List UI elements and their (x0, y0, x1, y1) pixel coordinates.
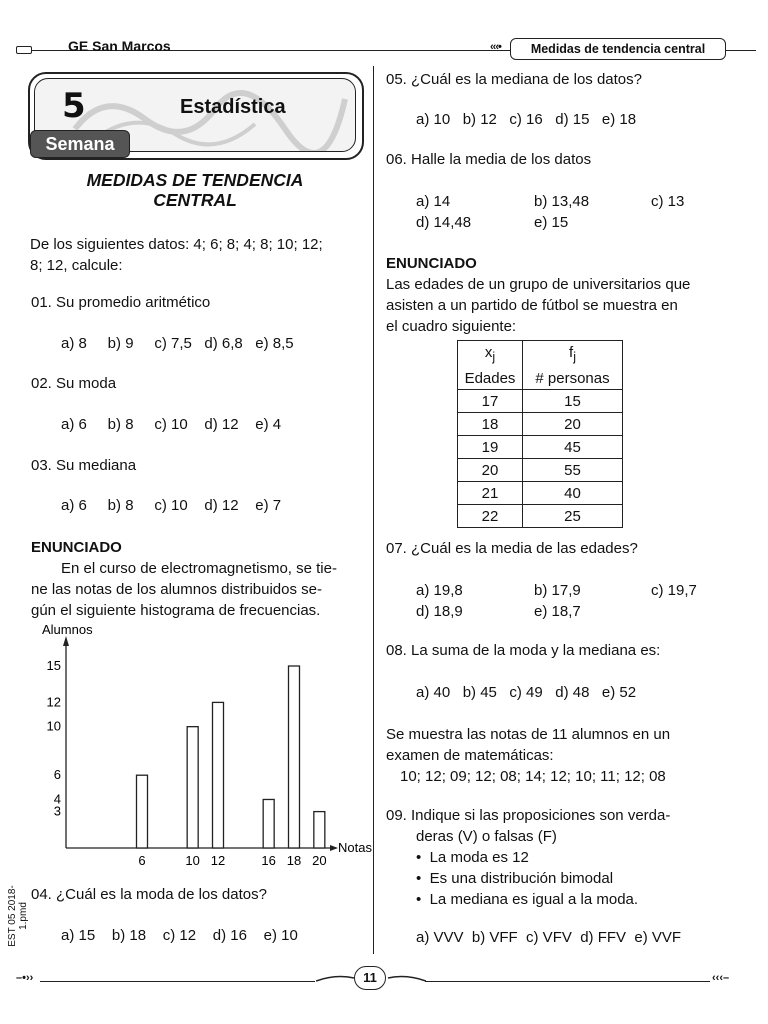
enunciado-line: gún el siguiente histograma de frecuencias. (31, 602, 321, 619)
question-05-options: a) 10 b) 12 c) 16 d) 15 e) 18 (416, 111, 637, 128)
table-header-cell (458, 341, 523, 368)
question-02: 02. Su moda (31, 375, 117, 392)
enunciado-line: En el curso de electromagnetismo, se tie- (61, 560, 337, 577)
enunciado-1-text (31, 558, 361, 621)
question-04: 04. ¿Cuál es la moda de los datos? (31, 886, 267, 903)
notas-text (386, 724, 726, 787)
table-cell: 17 (458, 390, 523, 413)
histogram-bar (187, 727, 198, 848)
notas-line: Se muestra las notas de 11 alumnos en un (386, 726, 671, 743)
x-tick-label: 12 (210, 853, 226, 868)
enunciado-line: el cuadro siguiente: (386, 318, 517, 335)
notas-line: examen de matemáticas: (386, 747, 554, 764)
table-cell: 55 (523, 459, 623, 482)
question-07: 07. ¿Cuál es la media de las edades? (386, 540, 638, 557)
enunciado-2-text (386, 274, 726, 337)
table-cell: 45 (523, 436, 623, 459)
histogram-bar (137, 775, 148, 848)
header-section-title: Medidas de tendencia central (510, 38, 726, 60)
intro-text (30, 234, 323, 276)
chapter-banner (28, 72, 364, 158)
y-tick-label: 15 (46, 658, 61, 673)
question-07-option-c: c) 19,7 (651, 582, 697, 599)
header-left-title: GE San Marcos (68, 38, 171, 54)
footer-rule-left (40, 981, 315, 982)
question-06-option-d: d) 14,48 (416, 214, 472, 231)
y-axis-arrow-icon (63, 636, 69, 646)
question-06: 06. Halle la media de los datos (386, 151, 592, 168)
question-06-option-b: b) 13,48 (534, 193, 590, 210)
bullet-text: Es una distribución bimodal (429, 870, 614, 887)
question-07-option-d: d) 18,9 (416, 603, 463, 620)
page-number: 11 (354, 966, 386, 990)
y-axis-label: Alumnos (42, 622, 93, 637)
header-arrows-decoration: ‹‹‹• (490, 41, 501, 53)
table-row (458, 482, 623, 505)
table-header-row (458, 341, 623, 368)
bullet-text: La mediana es igual a la moda. (429, 891, 639, 908)
histogram-bar (263, 799, 274, 848)
histogram-bar (289, 666, 300, 848)
table-cell: 18 (458, 413, 523, 436)
x-axis-arrow-icon (330, 845, 338, 851)
question-07-option-e: e) 18,7 (534, 603, 581, 620)
xj-var: x (484, 344, 493, 361)
table-row (458, 413, 623, 436)
table-cell: 21 (458, 482, 523, 505)
x-tick-label: 20 (312, 853, 327, 868)
question-03-options: a) 6 b) 8 c) 10 d) 12 e) 7 (61, 497, 282, 514)
week-label: Semana (30, 130, 130, 158)
y-tick-label: 12 (46, 694, 61, 710)
bullet-item (386, 847, 726, 868)
y-tick-label: 4 (53, 791, 61, 807)
x-tick-label: 6 (138, 853, 146, 868)
enunciado-line: asisten a un partido de fútbol se muestra en (386, 297, 678, 314)
histogram-bar (213, 702, 224, 848)
footer-arrows-left-decoration: –•›› (16, 972, 34, 984)
xj-sub: j (492, 350, 496, 364)
table-cell: 20 (523, 413, 623, 436)
question-08: 08. La suma de la moda y la mediana es: (386, 642, 661, 659)
table-cell: 20 (458, 459, 523, 482)
table-cell: 22 (458, 505, 523, 528)
table-cell: 40 (523, 482, 623, 505)
question-09 (386, 805, 726, 910)
bullet-text: La moda es 12 (429, 849, 529, 866)
table-row (458, 436, 623, 459)
table-header-cell: # personas (523, 367, 623, 390)
table-cell: 15 (523, 390, 623, 413)
footer-arrows-right-decoration: ‹‹‹– (712, 972, 730, 984)
table-header-row (458, 367, 623, 390)
question-07-option-b: b) 17,9 (534, 582, 581, 599)
bullet-item (386, 868, 726, 889)
notas-line: 10; 12; 09; 12; 08; 14; 12; 10; 11; 12; 08 (400, 768, 666, 785)
question-07-option-a: a) 19,8 (416, 582, 463, 599)
fj-var: f (569, 344, 574, 361)
histogram-chart (30, 618, 375, 870)
question-06-option-c: c) 13 (651, 193, 685, 210)
table-cell: 19 (458, 436, 523, 459)
intro-line: De los siguientes datos: 4; 6; 8; 4; 8; 10; 12; (30, 236, 323, 253)
table-row (458, 390, 623, 413)
enunciado-line: Las edades de un grupo de universitarios que (386, 276, 691, 293)
fj-sub: j (573, 350, 576, 364)
question-08-options: a) 40 b) 45 c) 49 d) 48 e) 52 (416, 684, 637, 701)
table-row (458, 459, 623, 482)
question-01-options: a) 8 b) 9 c) 7,5 d) 6,8 e) 8,5 (61, 335, 294, 352)
x-axis-label: Notas (338, 840, 372, 855)
frequency-table (457, 340, 623, 528)
bullet-icon: • (416, 849, 430, 866)
enunciado-2-label: ENUNCIADO (386, 255, 477, 272)
y-tick-label: 10 (46, 718, 61, 734)
question-04-options: a) 15 b) 18 c) 12 d) 16 e) 10 (61, 927, 298, 944)
enunciado-line: ne las notas de los alumnos distribuidos se- (31, 581, 322, 598)
question-09-line: 09. Indique si las proposiciones son verda- (386, 807, 671, 824)
question-09-line: deras (V) o falsas (F) (416, 828, 557, 845)
chapter-number: 5 (62, 86, 86, 126)
question-09-options: a) VVV b) VFF c) VFV d) FFV e) VVF (416, 929, 682, 946)
question-01: 01. Su promedio aritmético (31, 294, 211, 311)
bullet-icon: • (416, 891, 430, 908)
intro-line: 8; 12, calcule: (30, 257, 123, 274)
bullet-icon: • (416, 870, 430, 887)
enunciado-1-label: ENUNCIADO (31, 539, 122, 556)
page-title (40, 170, 350, 210)
table-header-cell (523, 341, 623, 368)
y-tick-label: 3 (53, 803, 61, 819)
page-title-line1: MEDIDAS DE TENDENCIA (86, 170, 304, 190)
header-tab-decoration (16, 46, 32, 54)
footer-rule-right (425, 981, 710, 982)
table-header-cell: Edades (458, 367, 523, 390)
question-06-option-e: e) 15 (534, 214, 569, 231)
question-02-options: a) 6 b) 8 c) 10 d) 12 e) 4 (61, 416, 282, 433)
x-tick-label: 10 (185, 853, 200, 868)
side-file-label: EST 05 2018-1.pmd (7, 885, 29, 947)
bullet-item (386, 889, 726, 910)
histogram-bar (314, 812, 325, 848)
chapter-title: Estadística (180, 96, 286, 118)
x-tick-label: 16 (261, 853, 276, 868)
page-title-line2: CENTRAL (153, 190, 237, 210)
question-06-option-a: a) 14 (416, 193, 451, 210)
y-tick-label: 6 (53, 767, 61, 783)
table-row (458, 505, 623, 528)
x-tick-label: 18 (286, 853, 302, 868)
table-cell: 25 (523, 505, 623, 528)
question-03: 03. Su mediana (31, 457, 137, 474)
question-05: 05. ¿Cuál es la mediana de los datos? (386, 71, 642, 88)
